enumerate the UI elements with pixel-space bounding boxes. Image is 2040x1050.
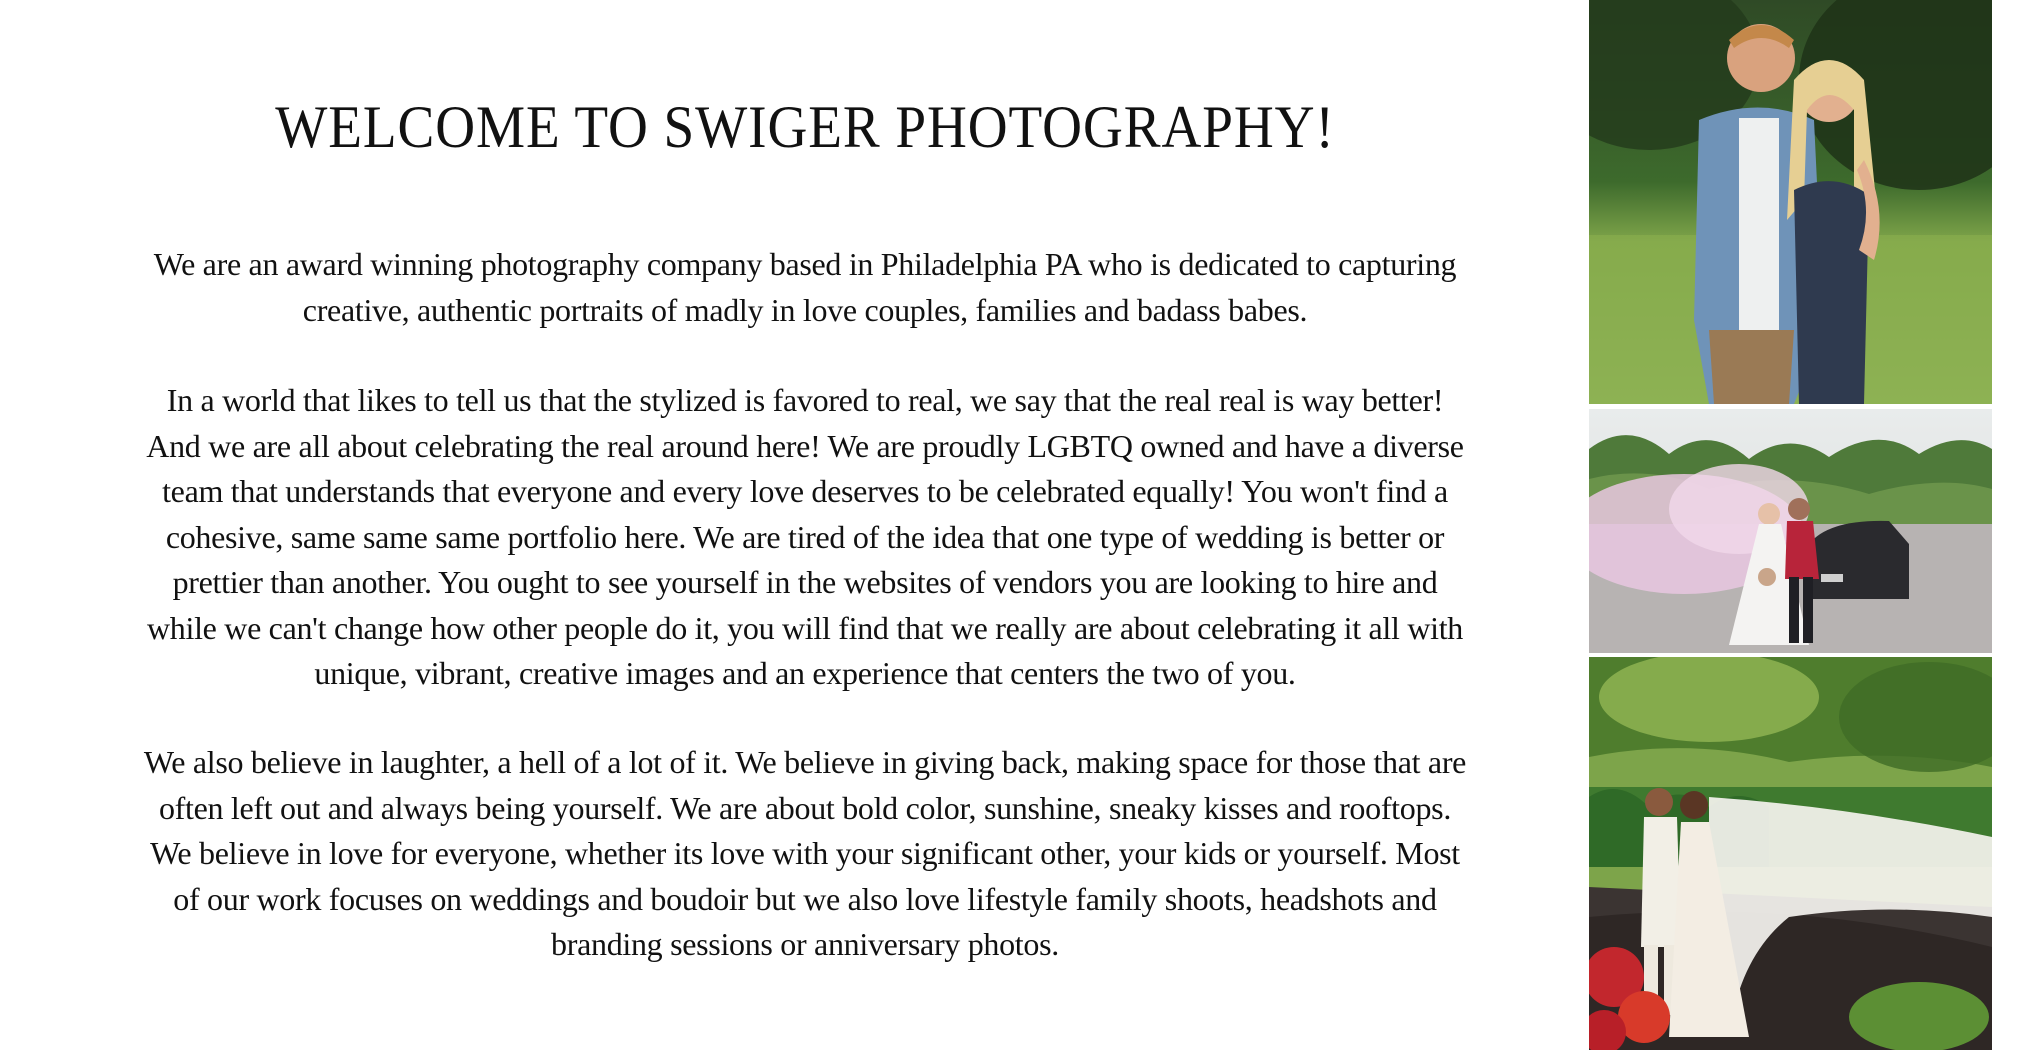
paragraph-line: prettier than another. You ought to see yourself in the websites of vendors you are looking to hire and — [172, 564, 1438, 600]
paragraph-line: while we can't change how other people do it, you will find that we really are about celebrating it all with — [146, 609, 1464, 646]
paragraph-line: We also believe in laughter, a hell of a lot of it. We believe in giving back, making space for those that are — [143, 744, 1467, 780]
paragraph-line: cohesive, same same same portfolio here. We are tired of the idea that one type of wedding is better or — [165, 518, 1445, 555]
photo-column — [1589, 0, 1992, 1050]
paragraph-line: creative, authentic portraits of madly in love couples, families and badass babes. — [302, 291, 1308, 328]
page-title: WELCOME TO SWIGER PHOTOGRAPHY! — [275, 94, 1335, 160]
intro-text-column — [110, 0, 1500, 1050]
paragraph-line: branding sessions or anniversary photos. — [551, 926, 1059, 962]
paragraph-line: unique, vibrant, creative images and an experience that centers the two of you. — [314, 655, 1296, 691]
paragraph-line: often left out and always being yourself. We are about bold color, sunshine, sneaky kisses and rooftops. — [158, 789, 1452, 826]
intro-paragraph — [110, 242, 1500, 333]
values-paragraph — [110, 378, 1500, 697]
paragraph-line: team that understands that everyone and every love deserves to be celebrated equally! You won't find a — [162, 473, 1448, 509]
paragraph-line: In a world that likes to tell us that the stylized is favored to real, we say that the real real is way better! — [166, 382, 1444, 418]
paragraph-line: of our work focuses on weddings and boudoir but we also love lifestyle family shoots, headshots and — [173, 880, 1437, 917]
beliefs-paragraph — [110, 740, 1500, 968]
wedding-smoke-photo — [1589, 409, 1992, 653]
paragraph-line: We are an award winning photography company based in Philadelphia PA who is dedicated to capturing — [153, 246, 1457, 282]
garden-wedding-photo — [1589, 657, 1992, 1050]
paragraph-line: We believe in love for everyone, whether its love with your significant other, your kids or yourself. Most — [150, 835, 1460, 871]
paragraph-line: And we are all about celebrating the real around here! We are proudly LGBTQ owned and have a diverse — [146, 427, 1464, 464]
couple-portrait-photo — [1589, 0, 1992, 404]
